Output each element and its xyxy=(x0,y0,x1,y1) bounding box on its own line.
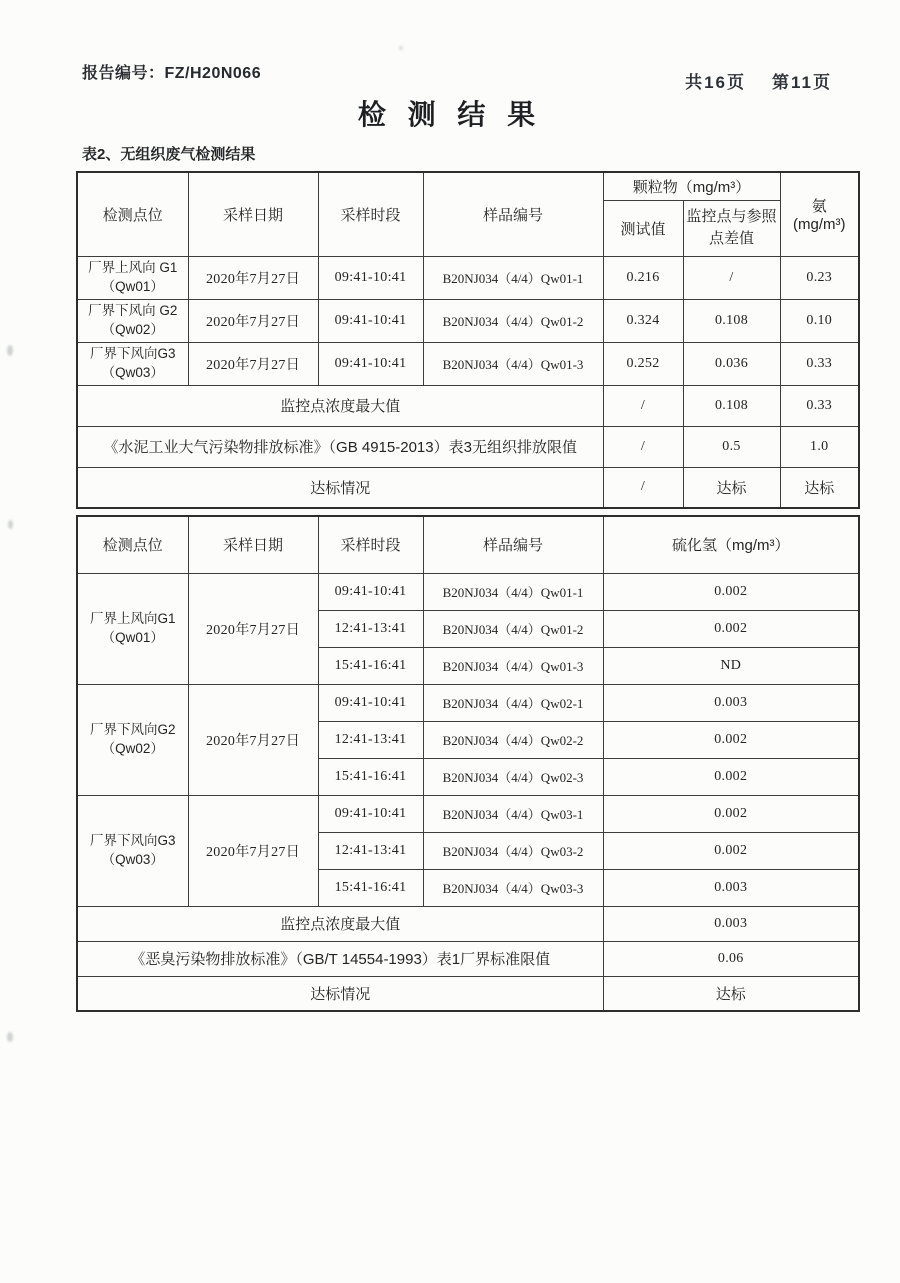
cell-sample-no: B20NJ034（4/4）Qw03-1 xyxy=(423,795,603,832)
cell-date: 2020年7月27日 xyxy=(188,342,318,385)
scan-artifact xyxy=(399,46,403,50)
summary-label: 达标情况 xyxy=(77,976,603,1011)
cell-date: 2020年7月27日 xyxy=(188,299,318,342)
t2-header-point: 检测点位 xyxy=(77,516,188,573)
summary-row-max xyxy=(77,385,859,426)
cell-sample-no: B20NJ034（4/4）Qw01-2 xyxy=(423,299,603,342)
t1-header-date: 采样日期 xyxy=(188,172,318,256)
cell-sample-no: B20NJ034（4/4）Qw02-1 xyxy=(423,684,603,721)
cell-period: 09:41-10:41 xyxy=(318,256,423,299)
cell-sample-no: B20NJ034（4/4）Qw03-2 xyxy=(423,832,603,869)
summary-row-standard xyxy=(77,941,859,976)
summary-ammonia: 0.33 xyxy=(780,385,859,426)
point-code: （Qw02） xyxy=(101,321,164,337)
t1-header-point: 检测点位 xyxy=(77,172,188,256)
table-row xyxy=(77,299,859,342)
t2-header-period: 采样时段 xyxy=(318,516,423,573)
summary-label: 达标情况 xyxy=(77,467,603,508)
cell-sample-no: B20NJ034（4/4）Qw01-1 xyxy=(423,256,603,299)
cell-period: 09:41-10:41 xyxy=(318,299,423,342)
table-row xyxy=(77,573,859,610)
point-name: 厂界下风向G3 xyxy=(89,346,176,362)
t2-header-date: 采样日期 xyxy=(188,516,318,573)
summary-pm-diff: 达标 xyxy=(683,467,780,508)
cell-point xyxy=(77,299,188,342)
cell-period: 09:41-10:41 xyxy=(318,342,423,385)
summary-row-max xyxy=(77,906,859,941)
t1-header-ammonia-unit: (mg/m³) xyxy=(793,216,846,234)
cell-h2s: ND xyxy=(603,647,859,684)
cell-point xyxy=(77,795,188,906)
cell-h2s: 0.002 xyxy=(603,795,859,832)
cell-h2s: 0.002 xyxy=(603,721,859,758)
cell-date: 2020年7月27日 xyxy=(188,573,318,684)
point-name: 厂界下风向G3 xyxy=(89,833,176,849)
summary-row-compliance xyxy=(77,976,859,1011)
cell-pm-test: 0.252 xyxy=(603,342,683,385)
cell-ammonia: 0.10 xyxy=(780,299,859,342)
cell-period: 15:41-16:41 xyxy=(318,758,423,795)
cell-period: 12:41-13:41 xyxy=(318,610,423,647)
scan-artifact xyxy=(7,1032,13,1042)
cell-period: 09:41-10:41 xyxy=(318,684,423,721)
point-name: 厂界上风向G1 xyxy=(89,611,176,627)
point-name: 厂界上风向 G1 xyxy=(88,260,178,276)
t1-header-test-value: 测试值 xyxy=(603,200,683,256)
table-row xyxy=(77,342,859,385)
t1-header-particulate-group: 颗粒物（mg/m³） xyxy=(603,172,780,200)
cell-sample-no: B20NJ034（4/4）Qw01-2 xyxy=(423,610,603,647)
summary-label: 监控点浓度最大值 xyxy=(77,385,603,426)
cell-h2s: 0.003 xyxy=(603,869,859,906)
point-code: （Qw02） xyxy=(101,740,164,756)
cell-period: 12:41-13:41 xyxy=(318,721,423,758)
cell-date: 2020年7月27日 xyxy=(188,256,318,299)
scan-artifact xyxy=(7,345,13,356)
summary-pm-test: / xyxy=(603,467,683,508)
table-caption: 表2、无组织废气检测结果 xyxy=(82,146,256,163)
point-name: 厂界下风向G2 xyxy=(89,722,176,738)
summary-h2s: 0.003 xyxy=(603,906,859,941)
t2-header-h2s: 硫化氢（mg/m³） xyxy=(603,516,859,573)
cell-pm-test: 0.324 xyxy=(603,299,683,342)
cell-pm-test: 0.216 xyxy=(603,256,683,299)
page-indicator xyxy=(685,68,832,93)
summary-row-compliance xyxy=(77,467,859,508)
summary-row-standard xyxy=(77,426,859,467)
cell-sample-no: B20NJ034（4/4）Qw01-3 xyxy=(423,647,603,684)
cell-h2s: 0.003 xyxy=(603,684,859,721)
scan-artifact xyxy=(8,520,13,529)
cell-point xyxy=(77,342,188,385)
summary-label: 《水泥工业大气污染物排放标准》（GB 4915-2013）表3无组织排放限值 xyxy=(77,426,603,467)
summary-pm-test: / xyxy=(603,385,683,426)
cell-h2s: 0.002 xyxy=(603,610,859,647)
cell-period: 15:41-16:41 xyxy=(318,869,423,906)
cell-sample-no: B20NJ034（4/4）Qw02-2 xyxy=(423,721,603,758)
table-row xyxy=(77,795,859,832)
t1-header-sample: 样品编号 xyxy=(423,172,603,256)
cell-pm-diff: / xyxy=(683,256,780,299)
cell-sample-no: B20NJ034（4/4）Qw03-3 xyxy=(423,869,603,906)
summary-h2s: 0.06 xyxy=(603,941,859,976)
t1-header-ammonia xyxy=(780,172,859,256)
point-code: （Qw03） xyxy=(101,851,164,867)
point-code: （Qw01） xyxy=(101,278,164,294)
cell-sample-no: B20NJ034（4/4）Qw01-1 xyxy=(423,573,603,610)
t1-header-period: 采样时段 xyxy=(318,172,423,256)
pages-total: 共16页 xyxy=(685,73,747,92)
summary-pm-test: / xyxy=(603,426,683,467)
cell-period: 09:41-10:41 xyxy=(318,573,423,610)
cell-ammonia: 0.33 xyxy=(780,342,859,385)
cell-sample-no: B20NJ034（4/4）Qw02-3 xyxy=(423,758,603,795)
summary-ammonia: 1.0 xyxy=(780,426,859,467)
summary-pm-diff: 0.108 xyxy=(683,385,780,426)
cell-sample-no: B20NJ034（4/4）Qw01-3 xyxy=(423,342,603,385)
cell-period: 09:41-10:41 xyxy=(318,795,423,832)
summary-h2s: 达标 xyxy=(603,976,859,1011)
cell-point xyxy=(77,573,188,684)
summary-label: 《恶臭污染物排放标准》（GB/T 14554-1993）表1厂界标准限值 xyxy=(77,941,603,976)
point-code: （Qw01） xyxy=(101,629,164,645)
table-row xyxy=(77,256,859,299)
summary-ammonia: 达标 xyxy=(780,467,859,508)
cell-h2s: 0.002 xyxy=(603,758,859,795)
cell-period: 15:41-16:41 xyxy=(318,647,423,684)
cell-date: 2020年7月27日 xyxy=(188,684,318,795)
cell-ammonia: 0.23 xyxy=(780,256,859,299)
t1-header-ammonia-name: 氨 xyxy=(811,198,827,216)
page-title: 检 测 结 果 xyxy=(357,99,543,130)
point-code: （Qw03） xyxy=(101,364,164,380)
table-row xyxy=(77,684,859,721)
summary-label: 监控点浓度最大值 xyxy=(77,906,603,941)
cell-point xyxy=(77,684,188,795)
h2s-table xyxy=(76,515,860,1012)
t2-header-sample: 样品编号 xyxy=(423,516,603,573)
page-current: 第11页 xyxy=(772,73,832,92)
point-name: 厂界下风向 G2 xyxy=(88,303,178,319)
cell-point xyxy=(77,256,188,299)
cell-h2s: 0.002 xyxy=(603,573,859,610)
cell-h2s: 0.002 xyxy=(603,832,859,869)
cell-date: 2020年7月27日 xyxy=(188,795,318,906)
summary-pm-diff: 0.5 xyxy=(683,426,780,467)
t1-header-diff-value: 监控点与参照点差值 xyxy=(683,200,780,256)
cell-period: 12:41-13:41 xyxy=(318,832,423,869)
report-number: 报告编号：FZ/H20N066 xyxy=(82,65,262,82)
cell-pm-diff: 0.036 xyxy=(683,342,780,385)
particulate-ammonia-table xyxy=(76,171,860,509)
cell-pm-diff: 0.108 xyxy=(683,299,780,342)
